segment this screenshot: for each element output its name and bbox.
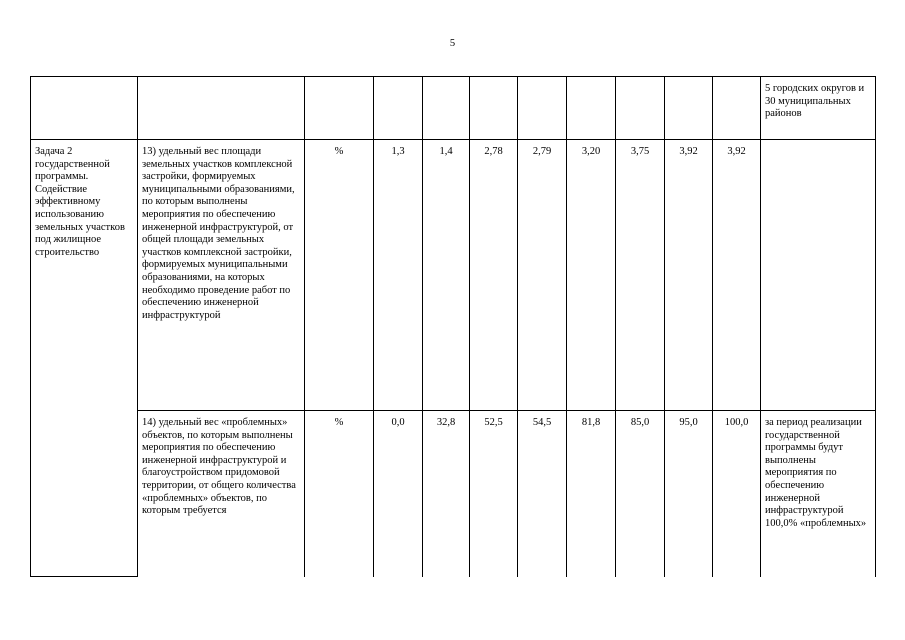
header-note-cell: 5 городских округов и 30 муниципальных районов [761,77,876,140]
empty-cell [305,77,374,140]
empty-cell [31,77,138,140]
page-number: 5 [449,38,456,49]
empty-cell [713,77,761,140]
indicator-cell: 13) удельный вес площади земельных участков комплексной застройки, формируемых муниципальными образованиями, по которым выполнены мероприятия по обеспечению инженерной инфраструктурой, от общей площади земельных участков комплексной застройки, формируемых муниципальными образованиями, на которых необходимо проведение работ по обеспечению инженерной инфраструктурой [138,140,305,411]
empty-cell [470,77,518,140]
empty-cell [518,77,567,140]
value-cell: 3,75 [616,140,665,411]
table-row-header [31,77,876,140]
note-cell [761,140,876,411]
empty-cell [567,77,616,140]
empty-cell [665,77,713,140]
table-row [31,411,876,577]
empty-cell [423,77,470,140]
value-cell: 1,3 [374,140,423,411]
indicators-table [30,76,876,577]
value-cell: 32,8 [423,411,470,577]
task-cell: Задача 2 государственной программы. Содействие эффективному использованию земельных участков под жилищное строительство [31,140,138,577]
value-cell: 3,20 [567,140,616,411]
value-cell: 54,5 [518,411,567,577]
value-cell: 100,0 [713,411,761,577]
unit-cell: % [305,140,374,411]
value-cell: 95,0 [665,411,713,577]
table-row [31,140,876,411]
value-cell: 52,5 [470,411,518,577]
indicator-cell: 14) удельный вес «проблемных» объектов, по которым выполнены мероприятия по обеспечению инженерной инфраструктурой и благоустройством придомовой территории, от общего количества «проблемных» объектов, по которым требуется [138,411,305,577]
value-cell: 3,92 [713,140,761,411]
value-cell: 3,92 [665,140,713,411]
value-cell: 2,79 [518,140,567,411]
value-cell: 1,4 [423,140,470,411]
note-cell: за период реализации государственной программы будут выполнены мероприятия по обеспечению инженерной инфраструктурой 100,0% «проблемных» [761,411,876,577]
empty-cell [374,77,423,140]
empty-cell [616,77,665,140]
value-cell: 0,0 [374,411,423,577]
value-cell: 2,78 [470,140,518,411]
value-cell: 85,0 [616,411,665,577]
value-cell: 81,8 [567,411,616,577]
empty-cell [138,77,305,140]
unit-cell: % [305,411,374,577]
